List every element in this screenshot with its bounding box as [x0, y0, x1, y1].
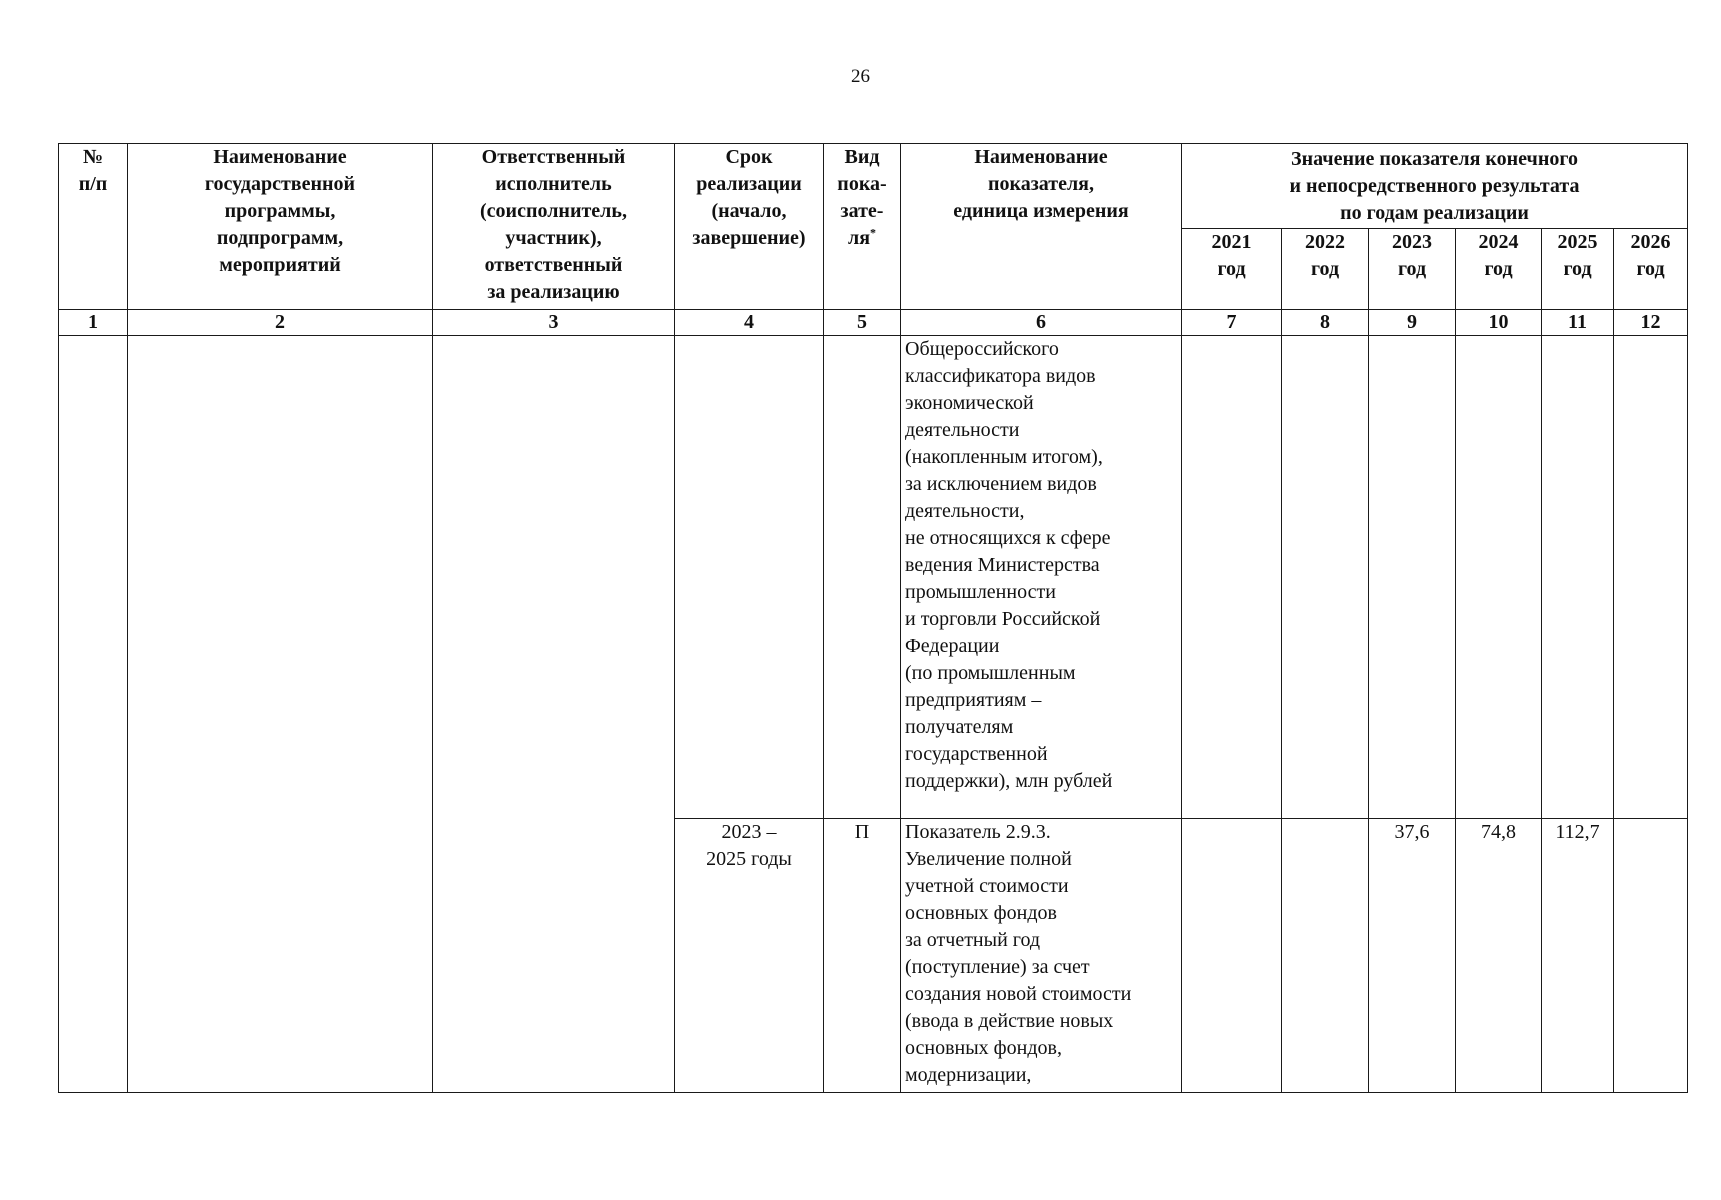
column-number: 7 [1182, 310, 1282, 336]
column-number: 12 [1614, 310, 1688, 336]
cell-period [675, 336, 824, 819]
cell-value-2026 [1614, 819, 1688, 1093]
cell-value-2025 [1542, 336, 1614, 819]
cell-value-2026 [1614, 336, 1688, 819]
cell-value-2025: 112,7 [1542, 819, 1614, 1093]
cell-value-2023 [1369, 336, 1456, 819]
column-number: 9 [1369, 310, 1456, 336]
column-number: 8 [1282, 310, 1369, 336]
header-year-2022: 2022 год [1282, 229, 1369, 310]
column-number: 4 [675, 310, 824, 336]
footnote-mark: * [870, 225, 877, 240]
cell-value-2024: 74,8 [1456, 819, 1542, 1093]
column-number: 3 [433, 310, 675, 336]
cell-program-name [128, 336, 433, 1093]
column-numbers-row [59, 310, 1688, 336]
column-number: 1 [59, 310, 128, 336]
table-row [59, 336, 1688, 819]
header-year-2025: 2025 год [1542, 229, 1614, 310]
page-number: 26 [851, 66, 870, 87]
header-year-2026: 2026 год [1614, 229, 1688, 310]
cell-number [59, 336, 128, 1093]
header-indicator-kind-text: Вид пока- зате- ля [837, 146, 887, 249]
cell-value-2023: 37,6 [1369, 819, 1456, 1093]
cell-indicator-name: Общероссийского классификатора видов экономической деятельности (накопленным итогом), за исключением видов деятельности, не относящихся к сфере ведения Министерства промышленности и торговли Российской Федерации (по промышленным предприятиям – получателям государственной поддержки), млн рублей [901, 336, 1182, 819]
column-number: 10 [1456, 310, 1542, 336]
column-number: 6 [901, 310, 1182, 336]
column-number: 2 [128, 310, 433, 336]
header-responsible: Ответственный исполнитель (соисполнитель, участник), ответственный за реализацию [433, 144, 675, 310]
cell-responsible [433, 336, 675, 1093]
cell-indicator-kind [824, 336, 901, 819]
header-indicator-name: Наименование показателя, единица измерения [901, 144, 1182, 310]
header-year-2021: 2021 год [1182, 229, 1282, 310]
cell-value-2024 [1456, 336, 1542, 819]
cell-indicator-name: Показатель 2.9.3. Увеличение полной учетной стоимости основных фондов за отчетный год (поступление) за счет создания новой стоимости (ввода в действие новых основных фондов, модернизации, [901, 819, 1182, 1093]
column-number: 5 [824, 310, 901, 336]
indicators-table [58, 143, 1688, 1093]
header-indicator-kind [824, 144, 901, 310]
header-number: № п/п [59, 144, 128, 310]
header-program-name: Наименование государственной программы, подпрограмм, мероприятий [128, 144, 433, 310]
cell-indicator-kind: П [824, 819, 901, 1093]
cell-period: 2023 – 2025 годы [675, 819, 824, 1093]
header-year-2024: 2024 год [1456, 229, 1542, 310]
header-period: Срок реализации (начало, завершение) [675, 144, 824, 310]
cell-value-2021 [1182, 336, 1282, 819]
header-year-2023: 2023 год [1369, 229, 1456, 310]
cell-value-2022 [1282, 819, 1369, 1093]
cell-value-2022 [1282, 336, 1369, 819]
column-number: 11 [1542, 310, 1614, 336]
header-values-group: Значение показателя конечного и непосредственного результата по годам реализации [1182, 144, 1688, 229]
cell-value-2021 [1182, 819, 1282, 1093]
